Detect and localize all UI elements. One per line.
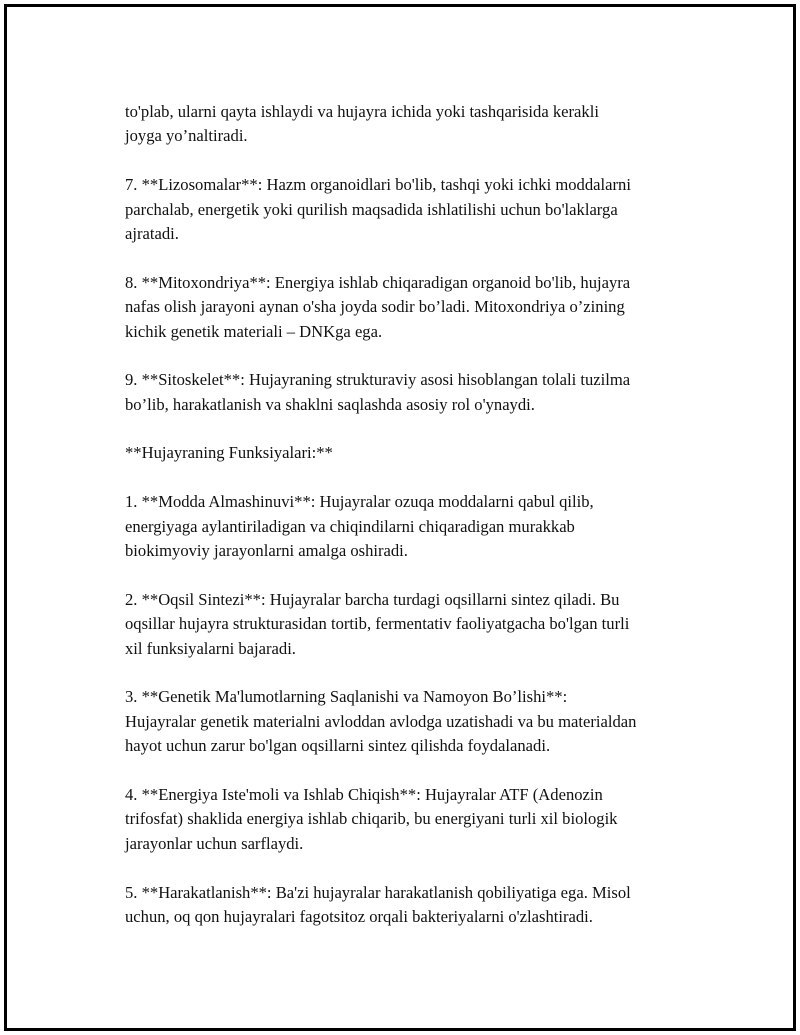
text-line: parchalab, energetik yoki qurilish maqsadida ishlatilishi uchun bo'laklarga [125, 199, 618, 219]
paragraph-genetik-malumotlar [125, 685, 705, 758]
paragraph-harakatlanish [125, 881, 705, 930]
text-line: 8. **Mitoxondriya**: Energiya ishlab chiqaradigan organoid bo'lib, hujayra [125, 272, 631, 292]
paragraph-modda-almashinuvi [125, 490, 705, 563]
text-line: hayot uchun zarur bo'lgan oqsillarni sintez qilishda foydalanadi. [125, 736, 551, 756]
text-line: 5. **Harakatlanish**: Ba'zi hujayralar harakatlanish qobiliyatiga ega. Misol [125, 882, 631, 902]
paragraph-sitoskelet [125, 368, 705, 417]
document-body [125, 100, 705, 954]
paragraph-energiya [125, 783, 705, 856]
text-line: 3. **Genetik Ma'lumotlarning Saqlanishi va Namoyon Bo’lishi**: [125, 687, 568, 707]
text-line: biokimyoviy jarayonlarni amalga oshiradi. [125, 541, 408, 561]
paragraph-mitoxondriya [125, 271, 705, 344]
text-line: to'plab, ularni qayta ishlaydi va hujayra ichida yoki tashqarisida kerakli [125, 102, 599, 121]
text-line: Hujayralar genetik materialni avloddan avlodga uzatishadi va bu materialdan [125, 711, 637, 731]
text-line: nafas olish jarayoni aynan o'sha joyda sodir bo’ladi. Mitoxondriya o’zining [125, 297, 625, 317]
section-heading: **Hujayraning Funksiyalari:** [125, 443, 333, 463]
text-line: 2. **Oqsil Sintezi**: Hujayralar barcha turdagi oqsillarni sintez qiladi. Bu [125, 589, 620, 609]
text-line: 4. **Energiya Iste'moli va Ishlab Chiqish**: Hujayralar ATF (Adenozin [125, 784, 603, 804]
section-heading-funksiyalar [125, 441, 705, 465]
text-line: 7. **Lizosomalar**: Hazm organoidlari bo'lib, tashqi yoki ichki moddalarni [125, 175, 631, 195]
text-line: trifosfat) shaklida energiya ishlab chiqarib, bu energiyani turli xil biologik [125, 809, 618, 829]
text-line: xil funksiyalarni bajaradi. [125, 638, 296, 658]
text-line: oqsillar hujayra strukturasidan tortib, fermentativ faoliyatgacha bo'lgan turli [125, 614, 630, 634]
text-line: bo’lib, harakatlanish va shaklni saqlashda asosiy rol o'ynaydi. [125, 394, 535, 414]
text-line: kichik genetik materiali – DNKga ega. [125, 321, 383, 341]
text-line: ajratadi. [125, 223, 179, 243]
text-line: 1. **Modda Almashinuvi**: Hujayralar ozuqa moddalarni qabul qilib, [125, 492, 594, 512]
text-line: 9. **Sitoskelet**: Hujayraning strukturaviy asosi hisoblangan tolali tuzilma [125, 370, 631, 390]
text-line: energiyaga aylantiriladigan va chiqindilarni chiqaradigan murakkab [125, 516, 575, 536]
paragraph-oqsil-sintezi [125, 588, 705, 661]
text-line: joyga yo’naltiradi. [125, 126, 248, 146]
paragraph-lizosomalar [125, 173, 705, 246]
paragraph-golgi-continuation [125, 100, 705, 149]
text-line: jarayonlar uchun sarflaydi. [125, 833, 304, 853]
text-line: uchun, oq qon hujayralari fagotsitoz orqali bakteriyalarni o'zlashtiradi. [125, 906, 593, 926]
page-frame [4, 4, 796, 1031]
